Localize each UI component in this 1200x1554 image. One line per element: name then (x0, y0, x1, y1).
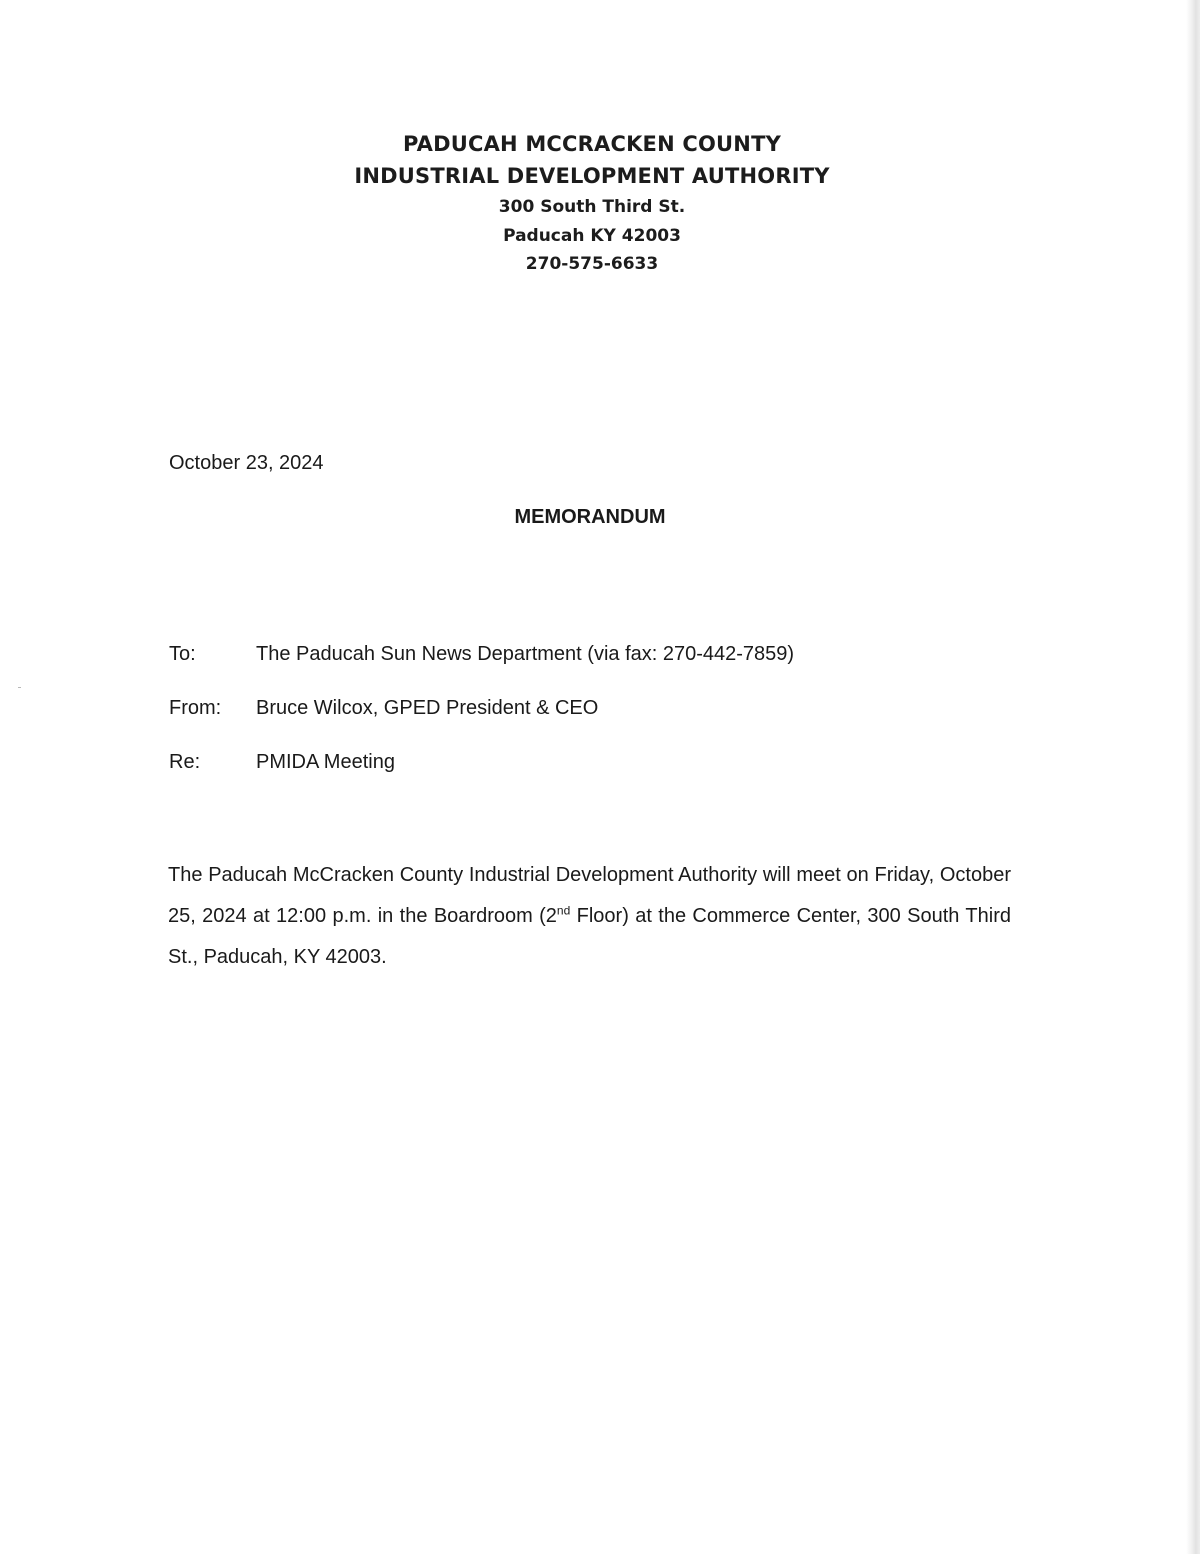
scan-speck (18, 687, 21, 688)
letterhead (0, 128, 1184, 279)
memo-body-paragraph (168, 855, 1011, 978)
body-text-part-2: Floor) at the Commerce Center, 300 South Third St., Paducah, KY 42003. (168, 905, 1011, 968)
re-label: Re: (169, 751, 201, 773)
memo-re-row (169, 749, 395, 775)
memo-date: October 23, 2024 (169, 452, 324, 474)
org-name-line-2: INDUSTRIAL DEVELOPMENT AUTHORITY (354, 164, 830, 188)
to-label: To: (169, 643, 196, 665)
to-value: The Paducah Sun News Department (via fax: 270-442-7859) (256, 643, 795, 665)
memo-from-row (169, 695, 598, 721)
memo-to-row (169, 641, 794, 667)
memo-title: MEMORANDUM (514, 506, 666, 528)
address-city: Paducah KY 42003 (503, 225, 681, 246)
re-value: PMIDA Meeting (256, 751, 395, 773)
floor-ordinal-superscript: nd (556, 903, 571, 918)
phone-number: 270-575-6633 (525, 254, 659, 274)
address-street: 300 South Third St. (498, 197, 686, 217)
scan-edge-shadow (1186, 0, 1200, 1554)
from-label: From: (169, 697, 222, 719)
body-text-part-1: The Paducah McCracken County Industrial Development Authority will meet on Friday, October 25, 2024 at 12:00 p.m. in the Boardroom (2 (168, 864, 1011, 927)
from-value: Bruce Wilcox, GPED President & CEO (256, 697, 599, 719)
org-name-line-1: PADUCAH MCCRACKEN COUNTY (402, 132, 782, 156)
